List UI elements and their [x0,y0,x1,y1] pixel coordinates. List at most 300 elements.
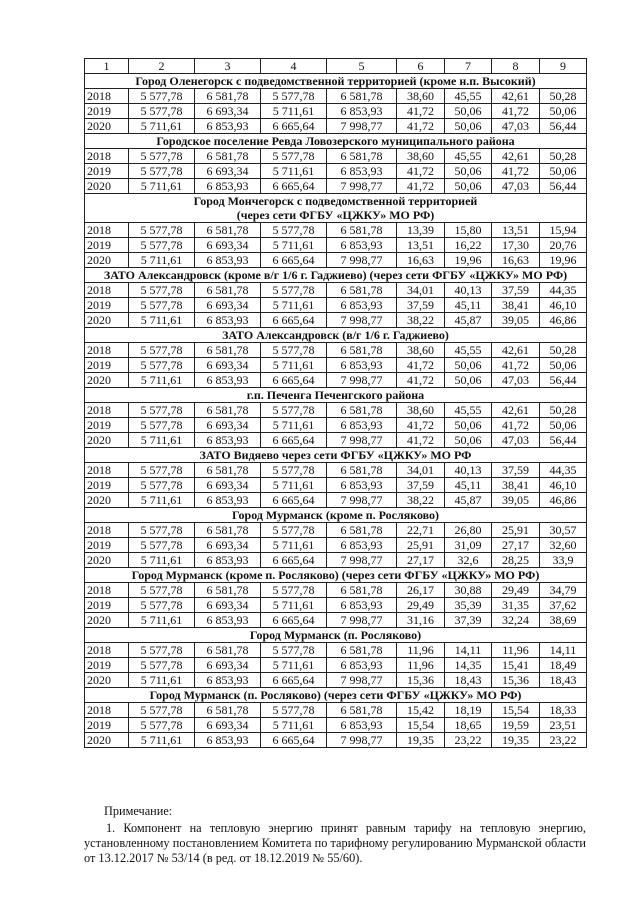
value-cell: 50,28 [540,89,587,104]
value-cell: 6 665,64 [261,613,327,628]
value-cell: 41,72 [397,433,445,448]
tariff-table [84,58,587,748]
value-cell: 47,03 [492,373,540,388]
value-cell: 15,42 [397,703,445,718]
section-title [85,74,587,89]
table-row [85,658,587,673]
section-title-line: (через сети ФГБУ «ЦЖКУ» МО РФ) [236,208,435,222]
value-cell: 15,54 [492,703,540,718]
value-cell: 5 711,61 [129,119,195,134]
table-row [85,463,587,478]
value-cell: 6 693,34 [195,164,261,179]
value-cell: 18,49 [540,658,587,673]
year-cell: 2018 [85,463,129,478]
value-cell: 6 693,34 [195,358,261,373]
section-title-row [85,268,587,283]
value-cell: 42,61 [492,403,540,418]
value-cell: 40,13 [445,283,492,298]
year-cell: 2019 [85,658,129,673]
value-cell: 31,09 [445,538,492,553]
value-cell: 5 577,78 [261,583,327,598]
value-cell: 5 711,61 [261,164,327,179]
year-cell: 2018 [85,223,129,238]
value-cell: 39,05 [492,313,540,328]
year-cell: 2018 [85,703,129,718]
year-cell: 2020 [85,553,129,568]
value-cell: 38,22 [397,313,445,328]
table-row [85,119,587,134]
value-cell: 19,59 [492,718,540,733]
year-cell: 2020 [85,493,129,508]
value-cell: 38,60 [397,89,445,104]
value-cell: 14,35 [445,658,492,673]
value-cell: 6 853,93 [195,179,261,194]
value-cell: 50,06 [445,104,492,119]
section-title-row [85,448,587,463]
value-cell: 41,72 [492,104,540,119]
value-cell: 27,17 [397,553,445,568]
value-cell: 6 581,78 [327,403,397,418]
value-cell: 50,06 [540,164,587,179]
value-cell: 6 693,34 [195,418,261,433]
value-cell: 45,87 [445,493,492,508]
value-cell: 22,71 [397,523,445,538]
year-cell: 2020 [85,119,129,134]
table-row [85,433,587,448]
value-cell: 38,22 [397,493,445,508]
value-cell: 6 853,93 [195,493,261,508]
value-cell: 6 693,34 [195,538,261,553]
value-cell: 47,03 [492,119,540,134]
table-row [85,373,587,388]
table-row [85,538,587,553]
value-cell: 15,80 [445,223,492,238]
value-cell: 46,10 [540,298,587,313]
year-cell: 2020 [85,253,129,268]
value-cell: 6 853,93 [327,478,397,493]
year-cell: 2018 [85,343,129,358]
value-cell: 18,43 [445,673,492,688]
value-cell: 6 853,93 [327,538,397,553]
section-title-row [85,508,587,523]
section-title [85,688,587,703]
table-row [85,733,587,748]
value-cell: 6 581,78 [327,149,397,164]
value-cell: 19,96 [445,253,492,268]
value-cell: 7 998,77 [327,613,397,628]
table-row [85,253,587,268]
value-cell: 45,55 [445,89,492,104]
section-title-line: Город Оленегорск с подведомственной территорией (кроме н.п. Высокий) [135,74,536,88]
value-cell: 5 577,78 [129,643,195,658]
value-cell: 5 711,61 [261,418,327,433]
value-cell: 13,51 [492,223,540,238]
value-cell: 23,22 [445,733,492,748]
value-cell: 6 853,93 [327,104,397,119]
value-cell: 42,61 [492,343,540,358]
value-cell: 50,28 [540,343,587,358]
value-cell: 6 581,78 [195,523,261,538]
value-cell: 7 998,77 [327,179,397,194]
section-title [85,508,587,523]
value-cell: 6 581,78 [195,89,261,104]
table-row [85,149,587,164]
value-cell: 5 577,78 [129,358,195,373]
table-row [85,478,587,493]
value-cell: 18,65 [445,718,492,733]
value-cell: 6 665,64 [261,433,327,448]
value-cell: 15,41 [492,658,540,673]
table-row [85,164,587,179]
value-cell: 45,87 [445,313,492,328]
value-cell: 5 577,78 [129,598,195,613]
value-cell: 5 711,61 [261,718,327,733]
column-number-cell: 4 [261,59,327,74]
table-row [85,523,587,538]
value-cell: 5 711,61 [261,658,327,673]
value-cell: 41,72 [397,104,445,119]
value-cell: 34,01 [397,283,445,298]
table-row [85,104,587,119]
value-cell: 31,35 [492,598,540,613]
value-cell: 5 577,78 [261,703,327,718]
value-cell: 15,36 [492,673,540,688]
value-cell: 16,63 [492,253,540,268]
value-cell: 6 581,78 [327,223,397,238]
value-cell: 33,9 [540,553,587,568]
value-cell: 38,41 [492,298,540,313]
year-cell: 2019 [85,298,129,313]
value-cell: 37,59 [492,463,540,478]
value-cell: 41,72 [397,119,445,134]
section-title-line: Город Мурманск (кроме п. Росляково) [231,508,440,522]
value-cell: 11,96 [397,643,445,658]
value-cell: 41,72 [397,358,445,373]
value-cell: 34,01 [397,463,445,478]
value-cell: 7 998,77 [327,733,397,748]
year-cell: 2018 [85,583,129,598]
value-cell: 5 577,78 [129,478,195,493]
section-title-line: Город Мурманск (п. Росляково) [249,628,422,642]
value-cell: 6 853,93 [327,598,397,613]
year-cell: 2019 [85,164,129,179]
value-cell: 6 853,93 [195,553,261,568]
value-cell: 16,63 [397,253,445,268]
value-cell: 50,06 [445,433,492,448]
value-cell: 6 853,93 [195,733,261,748]
value-cell: 18,43 [540,673,587,688]
value-cell: 6 853,93 [327,164,397,179]
value-cell: 38,60 [397,343,445,358]
year-cell: 2020 [85,673,129,688]
year-cell: 2019 [85,358,129,373]
value-cell: 37,59 [397,478,445,493]
value-cell: 6 665,64 [261,733,327,748]
value-cell: 45,55 [445,149,492,164]
value-cell: 6 581,78 [327,89,397,104]
year-cell: 2018 [85,149,129,164]
year-cell: 2020 [85,433,129,448]
year-cell: 2019 [85,238,129,253]
value-cell: 6 853,93 [195,119,261,134]
value-cell: 6 665,64 [261,673,327,688]
value-cell: 47,03 [492,179,540,194]
value-cell: 5 577,78 [129,583,195,598]
value-cell: 6 665,64 [261,253,327,268]
table-row [85,673,587,688]
value-cell: 6 693,34 [195,718,261,733]
value-cell: 32,24 [492,613,540,628]
value-cell: 7 998,77 [327,119,397,134]
section-title [85,448,587,463]
table-row [85,283,587,298]
value-cell: 30,57 [540,523,587,538]
value-cell: 6 581,78 [327,583,397,598]
value-cell: 5 711,61 [129,613,195,628]
value-cell: 41,72 [492,164,540,179]
value-cell: 23,51 [540,718,587,733]
value-cell: 6 581,78 [327,283,397,298]
value-cell: 44,35 [540,463,587,478]
section-title-row [85,194,587,223]
value-cell: 19,96 [540,253,587,268]
table-row [85,89,587,104]
column-number-cell: 2 [129,59,195,74]
note-heading: Примечание: [104,804,173,818]
value-cell: 41,72 [492,358,540,373]
value-cell: 19,35 [397,733,445,748]
value-cell: 15,94 [540,223,587,238]
table-row [85,643,587,658]
value-cell: 6 665,64 [261,179,327,194]
value-cell: 16,22 [445,238,492,253]
value-cell: 5 577,78 [261,403,327,418]
value-cell: 5 711,61 [261,238,327,253]
value-cell: 5 711,61 [129,493,195,508]
value-cell: 50,06 [445,418,492,433]
value-cell: 5 577,78 [129,418,195,433]
section-title [85,328,587,343]
table-row [85,358,587,373]
value-cell: 50,06 [540,104,587,119]
value-cell: 37,39 [445,613,492,628]
value-cell: 6 665,64 [261,119,327,134]
section-title-line: Городское поселение Ревда Ловозерского муниципального района [156,134,515,148]
value-cell: 6 581,78 [327,463,397,478]
value-cell: 41,72 [397,164,445,179]
year-cell: 2018 [85,403,129,418]
value-cell: 18,33 [540,703,587,718]
value-cell: 6 665,64 [261,373,327,388]
value-cell: 5 577,78 [261,283,327,298]
year-cell: 2020 [85,733,129,748]
section-title-row [85,328,587,343]
value-cell: 5 711,61 [129,733,195,748]
value-cell: 46,86 [540,493,587,508]
year-cell: 2020 [85,373,129,388]
value-cell: 50,28 [540,403,587,418]
value-cell: 7 998,77 [327,373,397,388]
table-row [85,403,587,418]
section-title-row [85,388,587,403]
section-title-line: ЗАТО Александровск (кроме в/г 1/6 г. Гаджиево) (через сети ФГБУ «ЦЖКУ» МО РФ) [103,268,568,282]
value-cell: 6 581,78 [327,523,397,538]
value-cell: 37,59 [397,298,445,313]
value-cell: 6 853,93 [195,433,261,448]
value-cell: 44,35 [540,283,587,298]
year-cell: 2018 [85,89,129,104]
value-cell: 6 665,64 [261,553,327,568]
section-title-line: ЗАТО Александровск (в/г 1/6 г. Гаджиево) [222,328,449,342]
value-cell: 5 711,61 [261,538,327,553]
year-cell: 2019 [85,598,129,613]
value-cell: 5 577,78 [129,149,195,164]
value-cell: 6 853,93 [327,658,397,673]
table-row [85,343,587,358]
section-title-line: Город Мончегорск с подведомственной территорией [193,194,478,208]
section-title [85,268,587,283]
value-cell: 5 577,78 [129,403,195,418]
value-cell: 50,06 [445,164,492,179]
section-title-line: Город Мурманск (кроме п. Росляково) (через сети ФГБУ «ЦЖКУ» МО РФ) [131,568,540,582]
value-cell: 5 577,78 [261,223,327,238]
value-cell: 15,36 [397,673,445,688]
value-cell: 25,91 [397,538,445,553]
value-cell: 5 577,78 [129,718,195,733]
value-cell: 15,54 [397,718,445,733]
table-row [85,493,587,508]
year-cell: 2018 [85,283,129,298]
section-title-line: ЗАТО Видяево через сети ФГБУ «ЦЖКУ» МО РФ [199,448,472,462]
value-cell: 6 665,64 [261,313,327,328]
table-row [85,703,587,718]
value-cell: 5 711,61 [129,673,195,688]
table-row [85,298,587,313]
value-cell: 47,03 [492,433,540,448]
value-cell: 19,35 [492,733,540,748]
value-cell: 5 577,78 [129,523,195,538]
tariff-table-body [85,59,587,748]
value-cell: 6 853,93 [327,298,397,313]
year-cell: 2019 [85,538,129,553]
value-cell: 18,19 [445,703,492,718]
value-cell: 50,06 [445,119,492,134]
value-cell: 5 711,61 [261,104,327,119]
value-cell: 14,11 [445,643,492,658]
value-cell: 26,80 [445,523,492,538]
value-cell: 6 853,93 [195,613,261,628]
value-cell: 5 577,78 [129,463,195,478]
value-cell: 32,60 [540,538,587,553]
section-title-row [85,74,587,89]
value-cell: 42,61 [492,89,540,104]
value-cell: 45,55 [445,403,492,418]
value-cell: 27,17 [492,538,540,553]
value-cell: 5 577,78 [261,343,327,358]
value-cell: 6 581,78 [327,343,397,358]
value-cell: 6 853,93 [195,313,261,328]
value-cell: 6 853,93 [195,373,261,388]
table-row [85,238,587,253]
value-cell: 11,96 [397,658,445,673]
value-cell: 37,59 [492,283,540,298]
value-cell: 41,72 [397,418,445,433]
value-cell: 5 711,61 [129,253,195,268]
value-cell: 5 711,61 [261,598,327,613]
year-cell: 2020 [85,613,129,628]
year-cell: 2018 [85,643,129,658]
value-cell: 6 693,34 [195,478,261,493]
value-cell: 30,88 [445,583,492,598]
column-number-cell: 1 [85,59,129,74]
value-cell: 6 581,78 [195,643,261,658]
value-cell: 29,49 [397,598,445,613]
value-cell: 5 711,61 [129,179,195,194]
value-cell: 56,44 [540,179,587,194]
value-cell: 46,86 [540,313,587,328]
year-cell: 2019 [85,478,129,493]
value-cell: 41,72 [397,179,445,194]
value-cell: 7 998,77 [327,493,397,508]
column-number-cell: 3 [195,59,261,74]
value-cell: 6 581,78 [195,343,261,358]
year-cell: 2020 [85,179,129,194]
value-cell: 26,17 [397,583,445,598]
year-cell: 2019 [85,104,129,119]
value-cell: 5 711,61 [129,313,195,328]
value-cell: 50,28 [540,149,587,164]
table-row [85,598,587,613]
value-cell: 38,41 [492,478,540,493]
value-cell: 6 581,78 [195,223,261,238]
value-cell: 50,06 [445,373,492,388]
table-row [85,718,587,733]
section-title [85,568,587,583]
value-cell: 5 711,61 [129,433,195,448]
year-cell: 2019 [85,418,129,433]
value-cell: 5 577,78 [129,703,195,718]
column-number-cell: 8 [492,59,540,74]
value-cell: 5 711,61 [129,553,195,568]
value-cell: 5 711,61 [261,478,327,493]
value-cell: 6 581,78 [195,149,261,164]
table-row [85,613,587,628]
value-cell: 6 853,93 [195,673,261,688]
value-cell: 50,06 [445,358,492,373]
value-cell: 31,16 [397,613,445,628]
table-row [85,223,587,238]
value-cell: 5 577,78 [129,89,195,104]
value-cell: 50,06 [540,418,587,433]
value-cell: 38,60 [397,149,445,164]
value-cell: 5 577,78 [129,223,195,238]
note-text: 1. Компонент на тепловую энергию принят равным тарифу на тепловую энергию, установленному постановлением Комитета по тарифному регулированию Мурманской области от 13.12.2017 № 53/14 (в ред. от 18.12.2019 № 55/60). [84,821,586,865]
value-cell: 6 693,34 [195,238,261,253]
section-title-row [85,688,587,703]
value-cell: 6 581,78 [195,463,261,478]
value-cell: 56,44 [540,373,587,388]
value-cell: 5 711,61 [261,358,327,373]
value-cell: 7 998,77 [327,313,397,328]
year-cell: 2018 [85,523,129,538]
value-cell: 35,39 [445,598,492,613]
value-cell: 6 581,78 [195,403,261,418]
value-cell: 45,55 [445,343,492,358]
value-cell: 6 853,93 [327,418,397,433]
value-cell: 5 577,78 [261,89,327,104]
value-cell: 56,44 [540,433,587,448]
value-cell: 45,11 [445,478,492,493]
